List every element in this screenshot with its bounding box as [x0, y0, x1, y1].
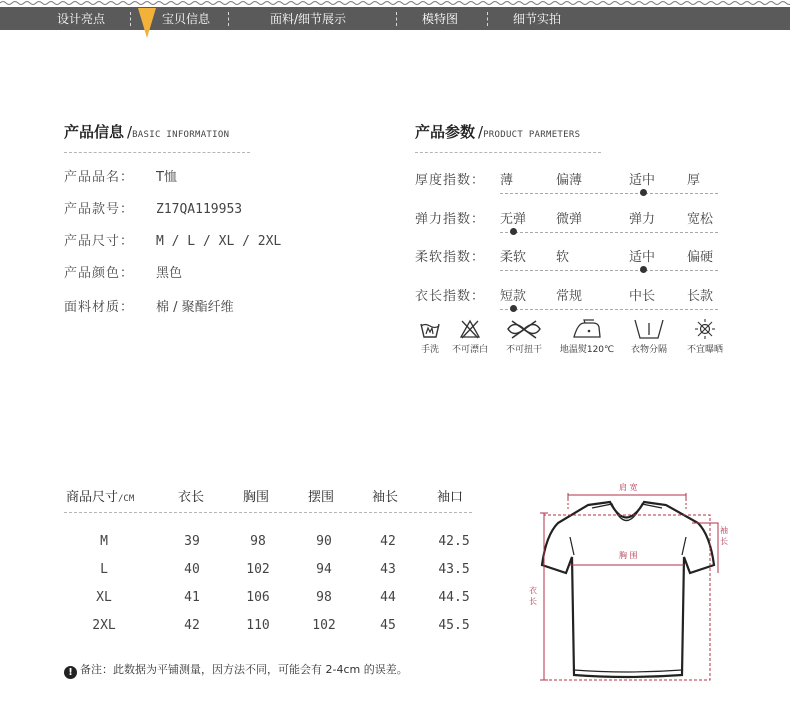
size-table-header-size — [66, 486, 134, 505]
info-row-name — [64, 166, 177, 185]
param-track — [500, 270, 718, 271]
param-option: 偏硬 — [687, 250, 714, 265]
info-value: 棉 / 聚酯纤维 — [156, 300, 234, 315]
table-cell: 98 — [250, 534, 266, 549]
nav-divider — [487, 12, 488, 26]
product-params-title — [415, 121, 580, 142]
size-row-label: M — [100, 534, 108, 549]
divider — [415, 152, 601, 153]
care-no-wring — [500, 318, 548, 355]
param-option: 中长 — [629, 289, 656, 304]
table-cell: 94 — [316, 562, 332, 577]
param-option: 常规 — [556, 289, 583, 304]
param-track — [500, 309, 718, 310]
param-option: 无弹 — [500, 212, 527, 227]
info-label: 产品品名： — [64, 170, 135, 185]
table-cell: 102 — [312, 618, 336, 633]
no-wring-icon — [504, 318, 544, 340]
unit-label: /CM — [118, 494, 135, 504]
size-row-label: 2XL — [92, 618, 116, 633]
info-row-material — [64, 296, 234, 315]
table-cell: 106 — [246, 590, 270, 605]
nav-divider — [130, 12, 131, 26]
table-cell: 90 — [316, 534, 332, 549]
param-row — [415, 169, 719, 207]
info-label: 面料材质： — [64, 300, 135, 315]
param-indicator-dot — [640, 189, 647, 196]
product-info-title — [64, 121, 229, 142]
table-cell: 98 — [316, 590, 332, 605]
table-cell: 110 — [246, 618, 270, 633]
nav-item-detail-shots[interactable]: 细节实拍 — [513, 12, 562, 26]
table-header: 摆围 — [308, 490, 335, 505]
care-no-sun-dry — [680, 318, 730, 355]
product-info-title-text: 产品信息 — [64, 123, 125, 141]
nav-item-product-info[interactable]: 宝贝信息 — [162, 12, 211, 26]
info-label: 产品款号： — [64, 202, 135, 217]
nav-strip — [0, 8, 790, 30]
care-label: 不宜曝晒 — [686, 345, 723, 355]
title-slash: / — [127, 123, 133, 141]
table-cell: 41 — [184, 590, 200, 605]
table-header: 胸围 — [243, 490, 270, 505]
tshirt-measure-diagram — [522, 475, 732, 685]
product-params-title-text: 产品参数 — [415, 123, 476, 141]
sleeve-label: 袖长 — [720, 526, 728, 546]
info-value: T恤 — [156, 170, 177, 185]
param-option: 厚 — [687, 173, 701, 188]
table-cell: 42 — [184, 618, 200, 633]
param-track — [500, 232, 718, 233]
no-sun-dry-icon — [694, 318, 716, 340]
table-cell: 42 — [380, 534, 396, 549]
title-slash: / — [478, 123, 484, 141]
table-cell: 102 — [246, 562, 270, 577]
param-option: 微弹 — [556, 212, 583, 227]
nav-divider — [228, 12, 229, 26]
info-value: Z17QA119953 — [156, 202, 243, 217]
info-value: 黑色 — [156, 266, 183, 281]
param-indicator-dot — [510, 305, 517, 312]
care-label: 地温熨120℃ — [559, 345, 615, 355]
info-value: M / L / XL / 2XL — [156, 234, 282, 249]
table-cell: 43 — [380, 562, 396, 577]
param-label: 衣长指数： — [415, 289, 486, 304]
active-tab-marker — [138, 8, 156, 38]
param-option: 柔软 — [500, 250, 527, 265]
param-option: 长款 — [687, 289, 714, 304]
table-header: 商品尺寸 — [66, 490, 119, 505]
wash-separately-icon — [632, 318, 666, 340]
divider — [64, 152, 250, 153]
param-label: 柔软指数： — [415, 250, 486, 265]
table-divider — [64, 512, 472, 513]
care-label: 手洗 — [420, 345, 439, 355]
exclamation-icon: ! — [64, 666, 77, 679]
nav-item-highlights[interactable]: 设计亮点 — [57, 12, 106, 26]
care-label: 不可扭干 — [505, 345, 542, 355]
param-option: 软 — [556, 250, 570, 265]
table-cell: 44 — [380, 590, 396, 605]
param-label: 厚度指数： — [415, 173, 486, 188]
footnote — [64, 661, 408, 679]
care-wash-separately — [624, 318, 674, 355]
care-label: 不可漂白 — [451, 345, 488, 355]
table-header: 袖长 — [372, 490, 399, 505]
info-row-color — [64, 262, 182, 281]
param-row — [415, 246, 719, 284]
product-info-subtitle: BASIC INFORMATION — [132, 130, 230, 140]
table-header: 衣长 — [178, 490, 205, 505]
table-cell: 39 — [184, 534, 200, 549]
table-header: 袖口 — [437, 490, 464, 505]
table-cell: 42.5 — [438, 534, 470, 549]
iron-low-icon — [572, 318, 602, 340]
hand-wash-icon — [419, 318, 441, 340]
shoulder-label: 肩 宽 — [619, 483, 638, 492]
nav-divider — [396, 12, 397, 26]
param-option: 薄 — [500, 173, 514, 188]
param-option: 偏薄 — [556, 173, 583, 188]
footnote-text: 备注：此数据为平铺测量，因方法不同，可能会有 2-4cm 的误差。 — [80, 663, 408, 676]
nav-item-model[interactable]: 模特图 — [422, 12, 459, 26]
info-label: 产品颜色： — [64, 266, 135, 281]
care-iron-low — [555, 318, 619, 355]
param-option: 弹力 — [629, 212, 656, 227]
care-hand-wash — [415, 318, 445, 355]
param-option: 宽松 — [687, 212, 714, 227]
table-cell: 44.5 — [438, 590, 470, 605]
info-row-sizes — [64, 230, 281, 249]
chest-label: 胸 围 — [619, 551, 638, 560]
table-cell: 43.5 — [438, 562, 470, 577]
size-row-label: L — [100, 562, 108, 577]
care-label: 衣物分隔 — [630, 345, 667, 355]
wavy-border — [0, 0, 790, 8]
param-track — [500, 193, 718, 194]
top-nav — [0, 0, 790, 30]
table-cell: 45 — [380, 618, 396, 633]
param-row — [415, 208, 719, 246]
no-bleach-icon — [459, 318, 481, 340]
param-indicator-dot — [510, 228, 517, 235]
param-label: 弹力指数： — [415, 212, 486, 227]
param-option: 适中 — [629, 173, 656, 188]
care-no-bleach — [446, 318, 494, 355]
param-option: 适中 — [629, 250, 656, 265]
nav-item-fabric-details[interactable]: 面料/细节展示 — [270, 12, 347, 26]
param-indicator-dot — [640, 266, 647, 273]
table-cell: 45.5 — [438, 618, 470, 633]
info-row-style-no — [64, 198, 242, 217]
tshirt-outline — [522, 475, 732, 685]
info-label: 产品尺寸： — [64, 234, 135, 249]
length-label: 衣长 — [529, 586, 537, 606]
size-row-label: XL — [96, 590, 112, 605]
table-cell: 40 — [184, 562, 200, 577]
product-params-subtitle: PRODUCT PARMETERS — [483, 130, 581, 140]
param-option: 短款 — [500, 289, 527, 304]
